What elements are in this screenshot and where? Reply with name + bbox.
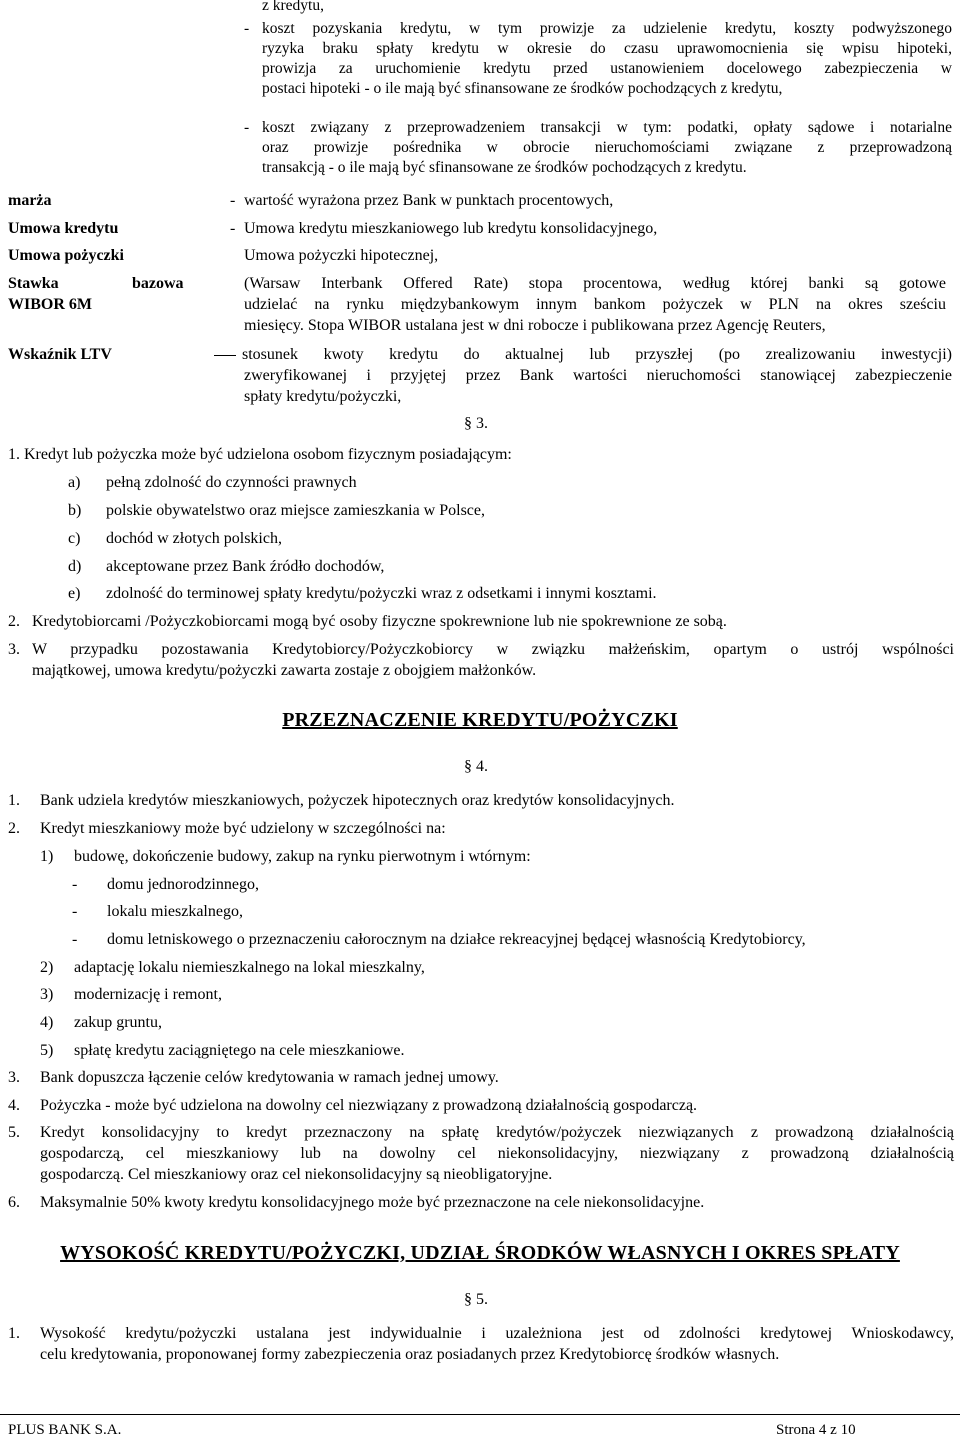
sublist-number: 2)	[40, 959, 54, 976]
cost-item-2-line: transakcją - o ile mają być sfinansowane ze środków pochodzących z kredytu.	[262, 159, 747, 176]
cost-item-1	[262, 19, 952, 99]
cost-item-1-line: ryzyka braku spłaty kredytu w okresie do czasu uprawomocnienia się wpisu hipoteki,	[262, 40, 952, 57]
list-label: d)	[68, 558, 82, 575]
text-line: Wysokość kredytu/pożyczki ustalana jest indywidualnie i uzależniona jest od zdolności kredytowej Wnioskodawcy,	[40, 1325, 954, 1342]
definition-term-marza: marża	[8, 192, 52, 209]
definition-term-ltv: Wskaźnik LTV	[8, 346, 112, 363]
definition-text-marza: wartość wyrażona przez Bank w punktach procentowych,	[244, 192, 614, 209]
sec4-point-4: Pożyczka - może być udzielona na dowolny cel niezwiązany z prowadzoną działalnością gospodarczą.	[40, 1097, 698, 1114]
list-label: a)	[68, 474, 81, 491]
definition-text-line: zweryfikowanej i przyjętej przez Bank wartości nieruchomości stanowiącej zabezpieczenie	[244, 367, 952, 384]
continuation-line: z kredytu,	[262, 0, 324, 14]
sec4-point-2: Kredyt mieszkaniowy może być udzielony w szczególności na:	[40, 820, 446, 837]
cost-item-2-line: oraz prowizje pośrednika w obrocie nieruchomościami związane z przeprowadzoną	[262, 139, 952, 156]
cost-dash-2: -	[244, 119, 250, 136]
sec4-point-5	[40, 1122, 954, 1185]
cost-item-1-line: koszt pozyskania kredytu, w tym prowizje za udzielenie kredytu, koszty podwyższonego	[262, 20, 952, 37]
cost-item-1-line: prowizja za uruchomienie kredytu przed ustanowieniem docelowego zabezpieczenia w	[262, 60, 952, 77]
definition-term-wibor: WIBOR 6M	[8, 296, 92, 313]
cost-item-2-line: koszt związany z przeprowadzeniem transakcji w tym: podatki, opłaty sądowe i notarialne	[262, 119, 952, 136]
cost-item-1-line: postaci hipoteki - o ile mają być sfinansowane ze środków pochodzących z kredytu,	[262, 80, 783, 97]
dash-item: domu jednorodzinnego,	[107, 876, 259, 893]
sublist-item: budowę, dokończenie budowy, zakup na rynku pierwotnym i wtórnym:	[74, 848, 531, 865]
text-line: gospodarczą. Cel mieszkaniowy oraz cel niekonsolidacyjny są nieobligatoryjne.	[40, 1166, 553, 1183]
sublist-number: 3)	[40, 986, 54, 1003]
text-line: W przypadku pozostawania Kredytobiorcy/Pożyczkobiorcy w związku małżeńskim, opartym o ustrój wspólności	[32, 641, 954, 658]
definition-text-umowa-kredytu: Umowa kredytu mieszkaniowego lub kredytu konsolidacyjnego,	[244, 220, 658, 237]
definition-term-bazowa: bazowa	[132, 275, 184, 292]
definition-text-ltv	[244, 344, 952, 407]
footer-rule	[0, 1414, 960, 1415]
dash-item: lokalu mieszkalnego,	[107, 903, 243, 920]
sublist-item: spłatę kredytu zaciągniętego na cele mieszkaniowe.	[74, 1042, 405, 1059]
sec3-point-3	[32, 639, 954, 660]
dash-marker: -	[72, 876, 78, 893]
text-line: Kredyt konsolidacyjny to kredyt przeznaczony na spłatę kredytów/pożyczek niezwiązanych z prowadzoną działalnością	[40, 1124, 954, 1141]
footer-page-number: Strona 4 z 10	[776, 1422, 856, 1438]
definition-text-line	[244, 344, 952, 365]
text-line: majątkowej, umowa kredytu/pożyczki zawarta zostaje z obojgiem małżonków.	[32, 662, 537, 679]
list-number: 2.	[8, 820, 20, 837]
cost-item-2	[262, 118, 952, 178]
list-number: 1.	[8, 1325, 20, 1342]
list-number: 1.	[8, 792, 20, 809]
paragraph-number-5: § 5.	[464, 1291, 488, 1308]
list-label: c)	[68, 530, 81, 547]
paragraph-number-4: § 4.	[464, 758, 488, 775]
sec4-point-3: Bank dopuszcza łączenie celów kredytowania w ramach jednej umowy.	[40, 1069, 499, 1086]
list-number: 5.	[8, 1124, 20, 1141]
definition-dash: -	[230, 220, 236, 237]
sec3-point-1: 1. Kredyt lub pożyczka może być udzielona osobom fizycznym posiadającym:	[8, 446, 512, 463]
definition-text-segment: stosunek kwoty kredytu do aktualnej lub przyszłej (po zrealizowaniu inwestycji)	[242, 346, 952, 363]
list-number: 2.	[8, 613, 20, 630]
list-item: pełną zdolność do czynności prawnych	[106, 474, 357, 491]
section-heading-wysokosc: WYSOKOŚĆ KREDYTU/POŻYCZKI, UDZIAŁ ŚRODKÓW WŁASNYCH I OKRES SPŁATY	[60, 1242, 900, 1264]
list-label: b)	[68, 502, 82, 519]
definition-text-line: spłaty kredytu/pożyczki,	[244, 388, 402, 405]
sublist-number: 1)	[40, 848, 54, 865]
definition-term-umowa-kredytu: Umowa kredytu	[8, 220, 119, 237]
list-item: zdolność do terminowej spłaty kredytu/pożyczki wraz z odsetkami i innymi kosztami.	[106, 585, 657, 602]
sec4-point-6: Maksymalnie 50% kwoty kredytu konsolidacyjnego może być przeznaczone na cele niekonsolidacyjne.	[40, 1194, 705, 1211]
list-number: 6.	[8, 1194, 20, 1211]
definition-text-line: miesięcy. Stopa WIBOR ustalana jest w dni robocze i publikowana przez Agencję Reuters,	[244, 317, 826, 334]
sec3-point-2: Kredytobiorcami /Pożyczkobiorcami mogą być osoby fizyczne spokrewnione lub nie spokrewnione ze sobą.	[32, 613, 727, 630]
paragraph-number-3: § 3.	[464, 415, 488, 432]
definition-dash: -	[230, 192, 236, 209]
sublist-number: 5)	[40, 1042, 54, 1059]
definition-term-umowa-pozyczki: Umowa pożyczki	[8, 247, 124, 264]
sec5-point-1	[40, 1323, 954, 1365]
list-item: dochód w złotych polskich,	[106, 530, 282, 547]
text-line: celu kredytowania, proponowanej formy zabezpieczenia oraz posiadanych przez Kredytobiorcę środków własnych.	[40, 1346, 780, 1363]
sec4-point-1: Bank udziela kredytów mieszkaniowych, pożyczek hipotecznych oraz kredytów konsolidacyjnych.	[40, 792, 675, 809]
sublist-item: zakup gruntu,	[74, 1014, 162, 1031]
cost-dash-1: -	[244, 20, 250, 37]
dash-marker: -	[72, 903, 78, 920]
footer-company: PLUS BANK S.A.	[8, 1422, 122, 1438]
section-heading-przeznaczenie: PRZEZNACZENIE KREDYTU/POŻYCZKI	[282, 709, 678, 731]
list-item: polskie obywatelstwo oraz miejsce zamieszkania w Polsce,	[106, 502, 485, 519]
list-number: 3.	[8, 641, 20, 658]
definition-text-line: udzielać na rynku międzybankowym innym bankom pożyczek w PLN na okres sześciu	[244, 296, 946, 313]
sublist-item: adaptację lokalu niemieszkalnego na lokal mieszkalny,	[74, 959, 425, 976]
dash-item: domu letniskowego o przeznaczeniu całorocznym na działce rekreacyjnej będącej własnością Kredytobiorcy,	[107, 931, 806, 948]
definition-text-wibor	[244, 273, 946, 336]
list-item: akceptowane przez Bank źródło dochodów,	[106, 558, 385, 575]
definition-text-line: (Warsaw Interbank Offered Rate) stopa procentowa, według której banki są gotowe	[244, 275, 946, 292]
sublist-item: modernizację i remont,	[74, 986, 222, 1003]
sublist-number: 4)	[40, 1014, 54, 1031]
list-label: e)	[68, 585, 81, 602]
long-dash	[214, 355, 236, 356]
list-number: 4.	[8, 1097, 20, 1114]
definition-text-umowa-pozyczki: Umowa pożyczki hipotecznej,	[244, 247, 439, 264]
definition-term-stawka: Stawka	[8, 275, 59, 292]
text-line: gospodarczą, cel mieszkaniowy lub na dowolny cel niekonsolidacyjny, niezwiązany z prowadzoną działalnością	[40, 1145, 954, 1162]
list-number: 3.	[8, 1069, 20, 1086]
dash-marker: -	[72, 931, 78, 948]
